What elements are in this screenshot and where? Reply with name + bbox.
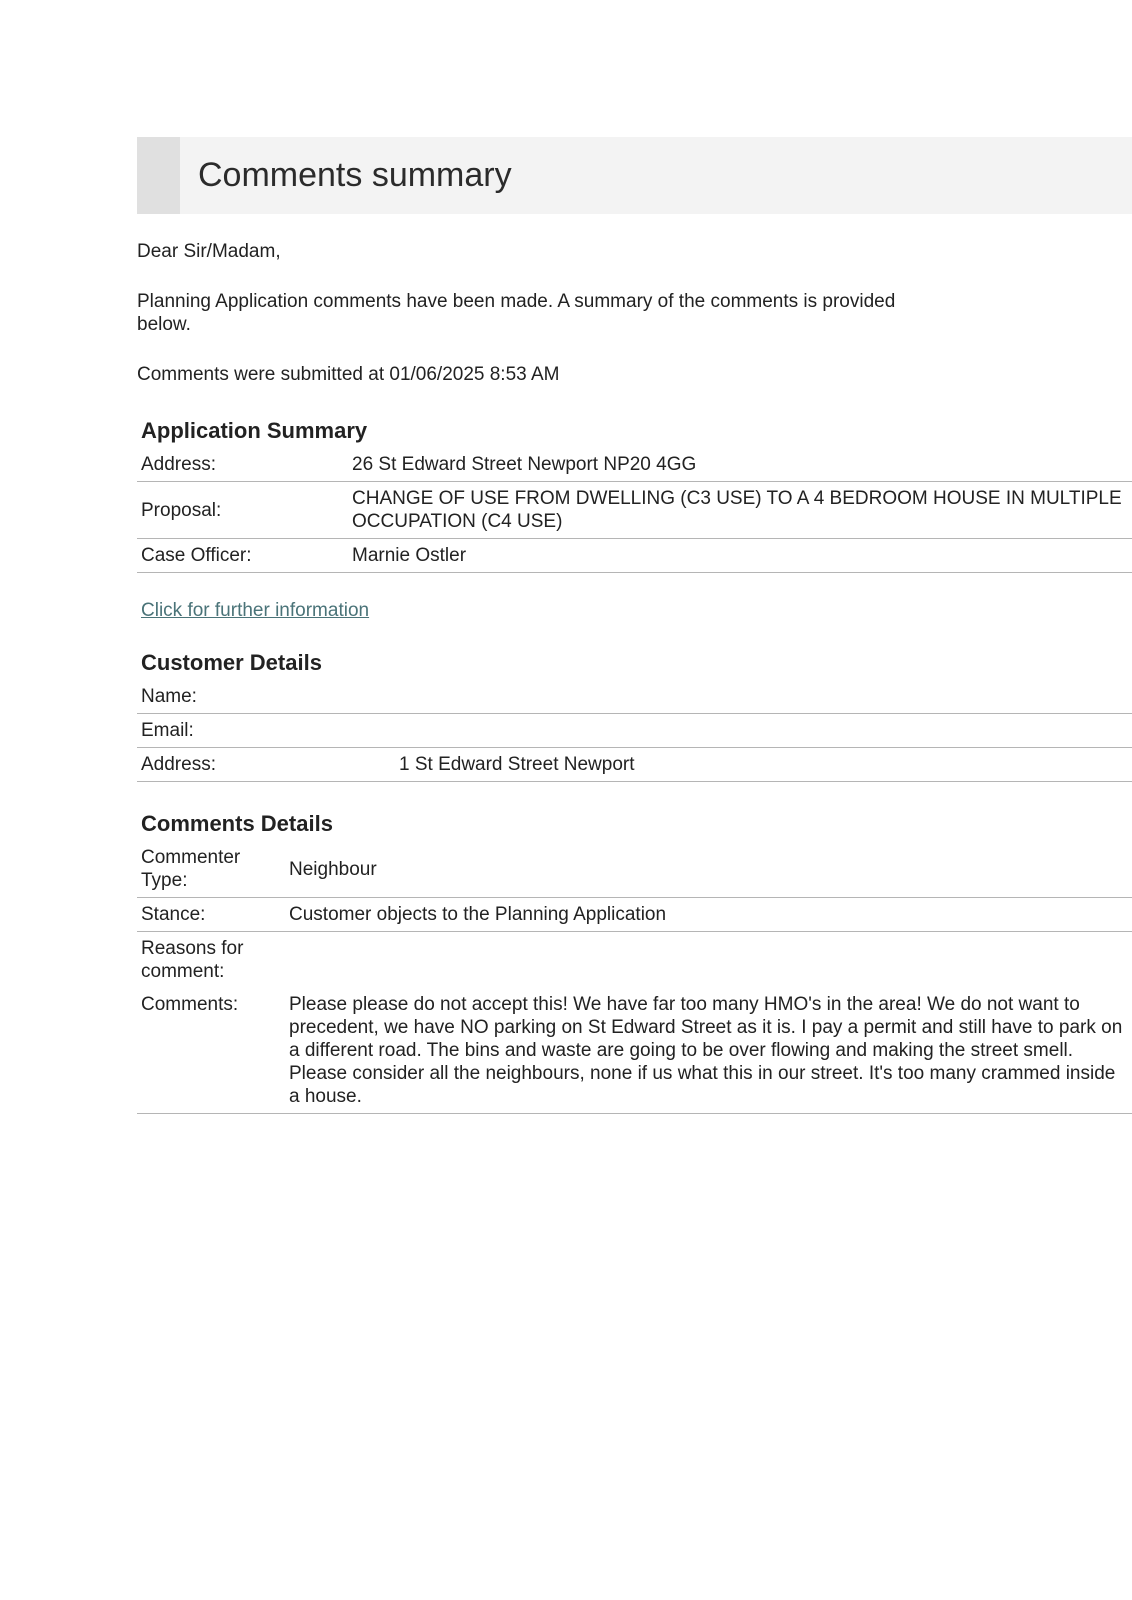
reasons-label: Reasons for comment:: [141, 938, 244, 982]
further-information-link[interactable]: Click for further information: [141, 600, 370, 621]
title-bar: [137, 137, 1132, 214]
document-page: [137, 137, 1132, 1114]
page-title: Comments summary: [198, 156, 512, 194]
stance-value: Customer objects to the Planning Application: [285, 898, 1132, 932]
email-value: [395, 714, 1132, 748]
customer-details-table: [137, 680, 1132, 782]
reasons-value: [285, 932, 1132, 989]
name-value: [395, 680, 1132, 714]
table-row: [137, 932, 1132, 989]
table-row: [137, 898, 1132, 932]
table-row: [137, 714, 1132, 748]
stance-label: Stance:: [137, 898, 285, 932]
title-accent-block: [137, 137, 180, 214]
application-summary-heading: Application Summary: [141, 418, 368, 443]
customer-details-heading: Customer Details: [141, 650, 322, 675]
comments-value: Please please do not accept this! We have far too many HMO's in the area! We do not want to precedent, we have NO parking on St Edward Street as it is. I pay a permit and still have to park on a different road. The bins and waste are going to be over flowing and making the street smell. Please consider all the neighbours, none if us what this in our street. It's too many crammed inside a house.: [285, 988, 1132, 1114]
intro-message: Planning Application comments have been made. A summary of the comments is provided below.: [137, 291, 896, 335]
address-value: 26 St Edward Street Newport NP20 4GG: [348, 448, 1132, 482]
table-row: [137, 988, 1132, 1114]
commenter-type-label: Commenter Type:: [137, 841, 285, 898]
submitted-timestamp: Comments were submitted at 01/06/2025 8:53 AM: [137, 364, 560, 385]
case-officer-label: Case Officer:: [137, 539, 348, 573]
email-label: Email:: [137, 714, 395, 748]
address-label: Address:: [137, 448, 348, 482]
customer-address-label: Address:: [137, 748, 395, 782]
case-officer-value: Marnie Ostler: [348, 539, 1132, 573]
table-row: [137, 748, 1132, 782]
table-row: [137, 539, 1132, 573]
comments-label: Comments:: [137, 988, 285, 1114]
proposal-label: Proposal:: [137, 482, 348, 539]
table-row: [137, 680, 1132, 714]
table-row: [137, 448, 1132, 482]
table-row: [137, 482, 1132, 539]
name-label: Name:: [137, 680, 395, 714]
comments-details-heading: Comments Details: [141, 811, 333, 836]
table-row: [137, 841, 1132, 898]
greeting-text: Dear Sir/Madam,: [137, 241, 281, 262]
proposal-value: CHANGE OF USE FROM DWELLING (C3 USE) TO A 4 BEDROOM HOUSE IN MULTIPLE OCCUPATION (C4 USE): [348, 482, 1132, 539]
comments-details-table: [137, 841, 1132, 1114]
further-info-link-line: [137, 599, 1132, 622]
application-summary-table: [137, 448, 1132, 573]
commenter-type-value: Neighbour: [285, 841, 1132, 898]
customer-address-value: 1 St Edward Street Newport: [395, 748, 1132, 782]
